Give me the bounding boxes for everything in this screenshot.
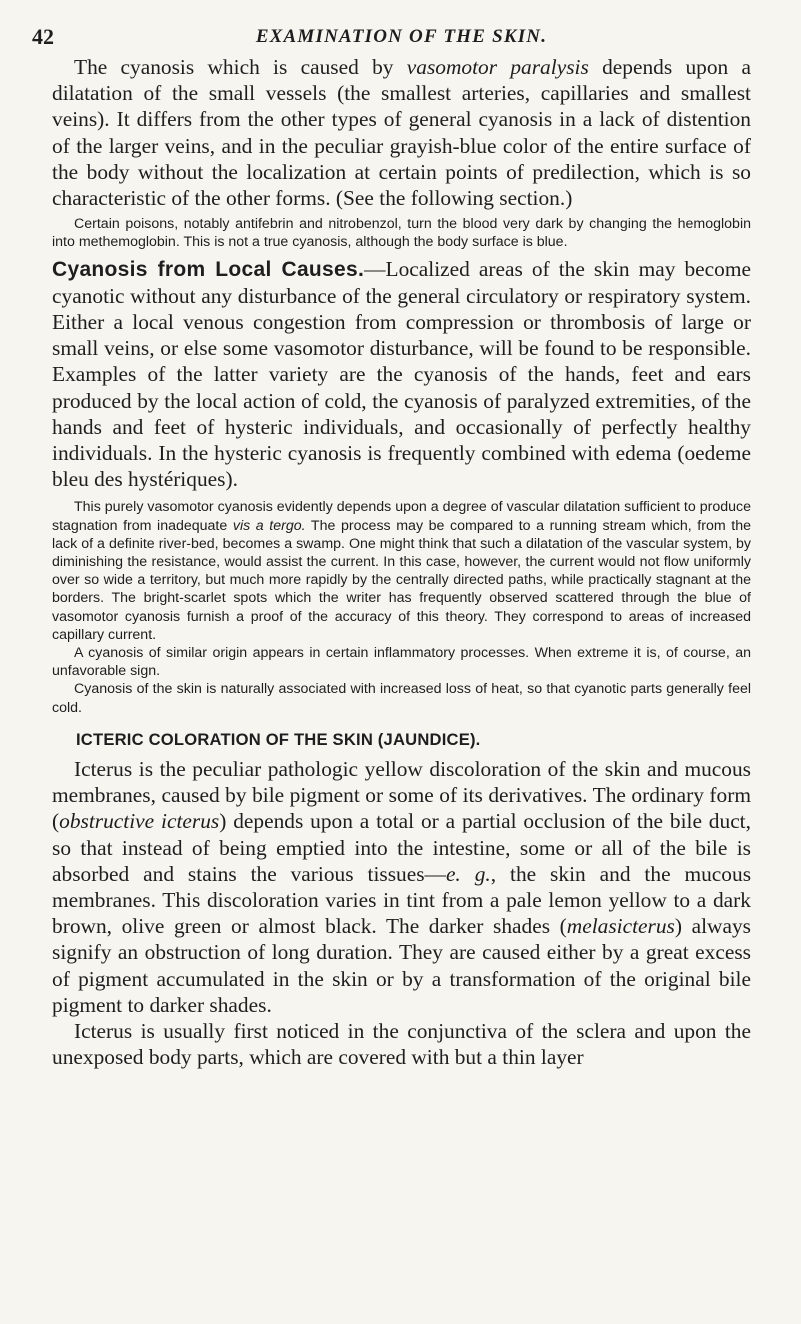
italic-term: obstructive icterus <box>59 809 220 834</box>
heading-local-causes: Cyanosis from Local Causes. <box>52 257 365 281</box>
note-inflammatory: A cyanosis of similar origin appears in certain inflammatory processes. When extreme it is, of course, an unfavorable sign. <box>52 645 751 680</box>
italic-term: e. g. <box>445 861 491 886</box>
section-heading-jaundice: ICTERIC COLORATION OF THE SKIN (JAUNDICE). <box>76 729 481 749</box>
paragraph-vasomotor-paralysis: The cyanosis which is caused by vasomotor paralysis depends upon a dilatation of the small vessels (the smallest arteries, capillaries and smallest veins). It differs from the other types of general cyanosis in a lack of distention of the larger veins, and in the peculiar grayish-blue color of the entire surface of the body without the localization at certain points of predilection, which is so characteristic of the other forms. (See the following section.) <box>52 55 752 211</box>
italic-term: vasomotor paralysis <box>406 55 589 79</box>
paragraph-icterus-definition: Icterus is the peculiar pathologic yellow discoloration of the skin and mucous membranes, caused by bile pigment or some of its derivatives. The ordinary form (obstructive icterus) depends upon a total or a partial occlusion of the bile duct, so that instead of being emptied into the intestine, some or all of the bile is absorbed and stains the various tissues—e. g., the skin and the mucous membranes. This discoloration varies in tint from a pale lemon yellow to a dark brown, olive green or almost black. The darker shades (melasicterus) always signify an obstruction of long duration. They are caused either by a great excess of pigment accumulated in the skin or by a transformation of the original bile pigment to darker shades. <box>52 756 752 1017</box>
page-number: 42 <box>32 24 54 49</box>
running-head: EXAMINATION OF THE SKIN. <box>255 26 548 47</box>
note-heat-loss: Cyanosis of the skin is naturally associated with increased loss of heat, so that cyanotic parts generally feel cold. <box>52 681 751 716</box>
local-causes-text: —Localized areas of the skin may become cyanotic without any disturbance of the general circulatory or respiratory system. Either a local venous congestion from compression or thrombosis of large or small veins, or else some vasomotor disturbance, will be found to be responsible. Examples of the latter variety are the cyanosis of the hands, feet and ears produced by the local action of cold, the cyanosis of paralyzed extremities, of the hands and feet of hysteric individuals, and occasionally of perfectly healthy individuals. In the hysteric cyanosis is frequently combined with edema (oedeme bleu des hystériques). <box>52 256 751 492</box>
paragraph-icterus-notice: Icterus is usually first noticed in the conjunctiva of the sclera and upon the unexposed body parts, which are covered with but a thin layer <box>52 1018 751 1070</box>
italic-term: vis a tergo. <box>232 517 306 534</box>
note-vasomotor-dilatation: This purely vasomotor cyanosis evidently depends upon a degree of vascular dilatation sufficient to produce stagnation from inadequate vis a tergo. The process may be compared to a running stream which, from the lack of a definite river-bed, becomes a swamp. One might think that such a dilatation of the vascular system, by diminishing the resistance, would assist the current. In this case, however, the current would not flow uniformly over so wide a territory, but much more rapidly by the centrally directed paths, while practically stagnant at the borders. The bright-scarlet spots which the writer has frequently observed scattered through the blue of vasomotor cyanosis furnish a proof of the accuracy of this theory. They correspond to areas of increased capillary current. <box>52 499 752 643</box>
italic-term: melasicterus <box>566 914 675 939</box>
note-poisons: Certain poisons, notably antifebrin and nitrobenzol, turn the blood very dark by changing the hemoglobin into methemoglobin. This is not a true cyanosis, although the body surface is blue. <box>52 216 751 251</box>
paragraph-local-causes <box>52 256 751 493</box>
page-header <box>32 22 751 52</box>
